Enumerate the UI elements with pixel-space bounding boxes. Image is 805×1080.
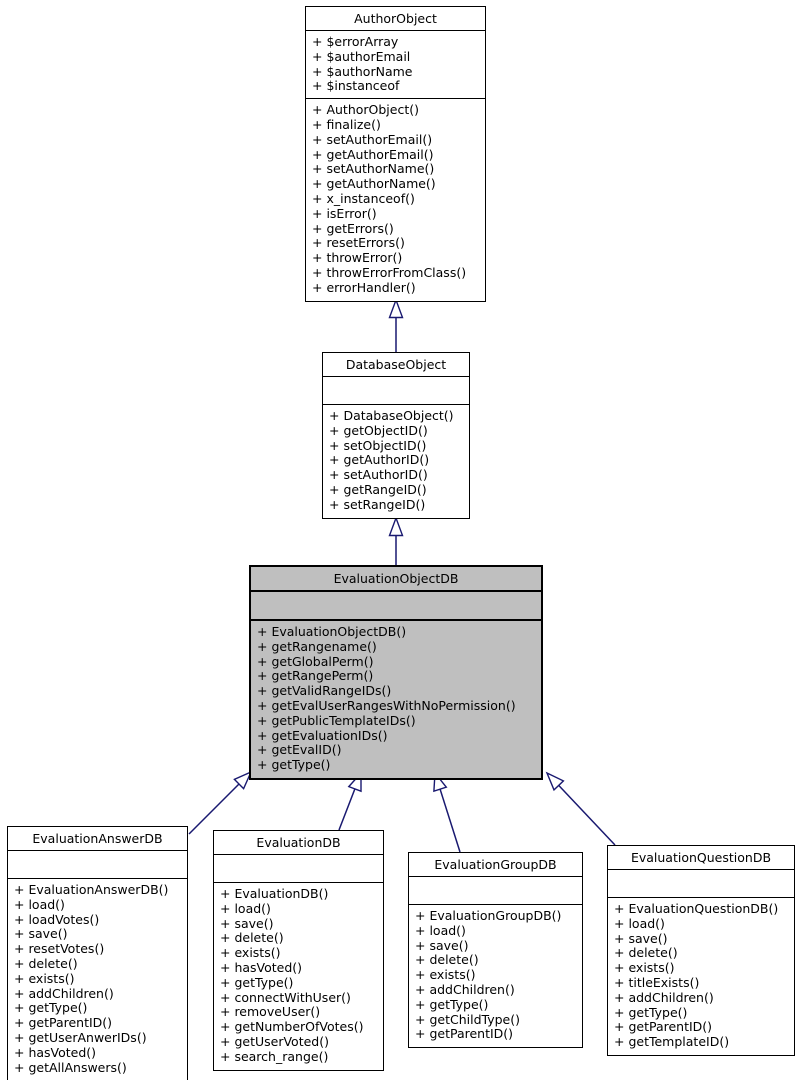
class-box-evaluationobjectdb[interactable] xyxy=(249,565,543,780)
method-row: + setRangeID() xyxy=(329,496,426,512)
method-row: + getParentID() xyxy=(614,1019,713,1035)
method-row: + resetErrors() xyxy=(312,235,405,251)
method-row: + hasVoted() xyxy=(220,959,303,975)
method-row: + throwError() xyxy=(312,250,403,266)
inheritance-arrow-evaluationdb-to-evaluationobjectdb xyxy=(339,773,361,830)
method-row: + getAllAnswers() xyxy=(14,1059,127,1075)
class-box-evaluationquestiondb[interactable] xyxy=(607,845,795,1056)
method-row: + save() xyxy=(14,926,68,942)
method-row: + getChildType() xyxy=(415,1011,520,1027)
class-methods xyxy=(8,879,187,1080)
method-row: + removeUser() xyxy=(220,1004,321,1020)
method-row: + save() xyxy=(220,915,274,931)
method-row: + EvaluationQuestionDB() xyxy=(614,901,779,916)
method-row: + getUserVoted() xyxy=(220,1033,329,1049)
method-row: + loadVotes() xyxy=(14,911,100,927)
method-row: + DatabaseObject() xyxy=(329,408,454,423)
class-name: EvaluationAnswerDB xyxy=(8,827,187,851)
method-row: + AuthorObject() xyxy=(312,102,419,118)
method-row: + getType() xyxy=(415,996,489,1012)
method-row: + exists() xyxy=(220,945,281,961)
class-name: EvaluationDB xyxy=(214,831,383,855)
method-row: + load() xyxy=(415,922,466,938)
class-box-evaluationdb[interactable] xyxy=(213,830,384,1071)
method-row: + delete() xyxy=(220,930,284,946)
class-box-evaluationanswerdb[interactable] xyxy=(7,826,188,1080)
method-row: + save() xyxy=(614,930,668,946)
method-row: + getRangePerm() xyxy=(257,668,374,684)
inheritance-arrow-evaluationobjectdb-to-databaseobject xyxy=(390,518,403,565)
method-row: + EvaluationObjectDB() xyxy=(257,624,407,639)
class-box-databaseobject[interactable] xyxy=(322,352,470,519)
method-row: + EvaluationAnswerDB() xyxy=(14,882,169,897)
method-row: + EvaluationGroupDB() xyxy=(415,908,562,923)
method-row: + getRangeID() xyxy=(329,481,427,497)
method-row: + getEvaluationIDs() xyxy=(257,727,388,743)
class-attributes xyxy=(409,877,582,905)
class-attributes xyxy=(251,592,541,621)
method-row: + addChildren() xyxy=(415,981,515,997)
attribute-row: + $authorEmail xyxy=(312,48,411,64)
method-row: + getObjectID() xyxy=(329,422,428,438)
method-row: + load() xyxy=(614,915,665,931)
class-methods xyxy=(251,621,541,778)
method-row: + getAuthorID() xyxy=(329,452,430,468)
method-row: + getType() xyxy=(257,757,331,773)
attribute-row: + $errorArray xyxy=(312,34,399,49)
class-methods xyxy=(306,99,485,300)
method-row: + getType() xyxy=(220,974,294,990)
method-row: + setObjectID() xyxy=(329,437,427,453)
inheritance-arrow-evaluationanswerdb-to-evaluationobjectdb xyxy=(189,772,251,834)
method-row: + exists() xyxy=(415,967,476,983)
class-attributes xyxy=(306,31,485,99)
method-row: + setAuthorID() xyxy=(329,467,428,483)
inheritance-arrow-databaseobject-to-authorobject xyxy=(390,300,403,352)
class-attributes xyxy=(8,851,187,879)
method-row: + setAuthorEmail() xyxy=(312,131,433,147)
method-row: + getAuthorName() xyxy=(312,176,436,192)
method-row: + getPublicTemplateIDs() xyxy=(257,712,416,728)
method-row: + getErrors() xyxy=(312,220,394,236)
method-row: + addChildren() xyxy=(14,985,114,1001)
class-box-authorobject[interactable] xyxy=(305,6,486,302)
class-methods xyxy=(608,898,794,1055)
method-row: + connectWithUser() xyxy=(220,989,351,1005)
class-methods xyxy=(323,405,469,518)
method-row: + titleExists() xyxy=(614,974,700,990)
class-name: EvaluationQuestionDB xyxy=(608,846,794,870)
method-row: + load() xyxy=(14,896,65,912)
method-row: + getValidRangeIDs() xyxy=(257,683,392,699)
class-attributes xyxy=(214,855,383,883)
method-row: + getGlobalPerm() xyxy=(257,653,374,669)
method-row: + resetVotes() xyxy=(14,941,105,957)
method-row: + hasVoted() xyxy=(14,1044,97,1060)
method-row: + exists() xyxy=(14,970,75,986)
method-row: + delete() xyxy=(415,952,479,968)
method-row: + getNumberOfVotes() xyxy=(220,1019,364,1035)
class-name: EvaluationGroupDB xyxy=(409,853,582,877)
class-name: AuthorObject xyxy=(306,7,485,31)
method-row: + delete() xyxy=(614,945,678,961)
attribute-row: + $authorName xyxy=(312,63,413,79)
method-row: + getType() xyxy=(14,1000,88,1016)
method-row: + finalize() xyxy=(312,116,381,132)
inheritance-arrow-evaluationgroupdb-to-evaluationobjectdb xyxy=(434,773,460,852)
inheritance-arrow-evaluationquestiondb-to-evaluationobjectdb xyxy=(547,773,615,845)
method-row: + exists() xyxy=(614,960,675,976)
class-methods xyxy=(409,905,582,1047)
method-row: + getAuthorEmail() xyxy=(312,146,434,162)
method-row: + getRangename() xyxy=(257,638,377,654)
class-methods xyxy=(214,883,383,1070)
class-name: DatabaseObject xyxy=(323,353,469,377)
method-row: + getEvalID() xyxy=(257,742,342,758)
method-row: + errorHandler() xyxy=(312,279,416,295)
class-attributes xyxy=(608,870,794,898)
class-box-evaluationgroupdb[interactable] xyxy=(408,852,583,1048)
method-row: + getParentID() xyxy=(415,1026,514,1042)
method-row: + getTemplateID() xyxy=(614,1034,730,1050)
attribute-row: + $instanceof xyxy=(312,78,400,94)
method-row: + getEvalUserRangesWithNoPermission() xyxy=(257,697,516,713)
method-row: + getType() xyxy=(614,1004,688,1020)
method-row: + getParentID() xyxy=(14,1015,113,1031)
method-row: + delete() xyxy=(14,955,78,971)
method-row: + setAuthorName() xyxy=(312,161,435,177)
class-attributes xyxy=(323,377,469,405)
method-row: + search_range() xyxy=(220,1048,329,1064)
method-row: + isError() xyxy=(312,205,377,221)
class-name: EvaluationObjectDB xyxy=(251,567,541,592)
method-row: + getUserAnwerIDs() xyxy=(14,1029,147,1045)
method-row: + addChildren() xyxy=(614,989,714,1005)
method-row: + save() xyxy=(415,937,469,953)
method-row: + x_instanceof() xyxy=(312,190,415,206)
method-row: + load() xyxy=(220,900,271,916)
method-row: + EvaluationDB() xyxy=(220,886,329,901)
method-row: + throwErrorFromClass() xyxy=(312,264,467,280)
